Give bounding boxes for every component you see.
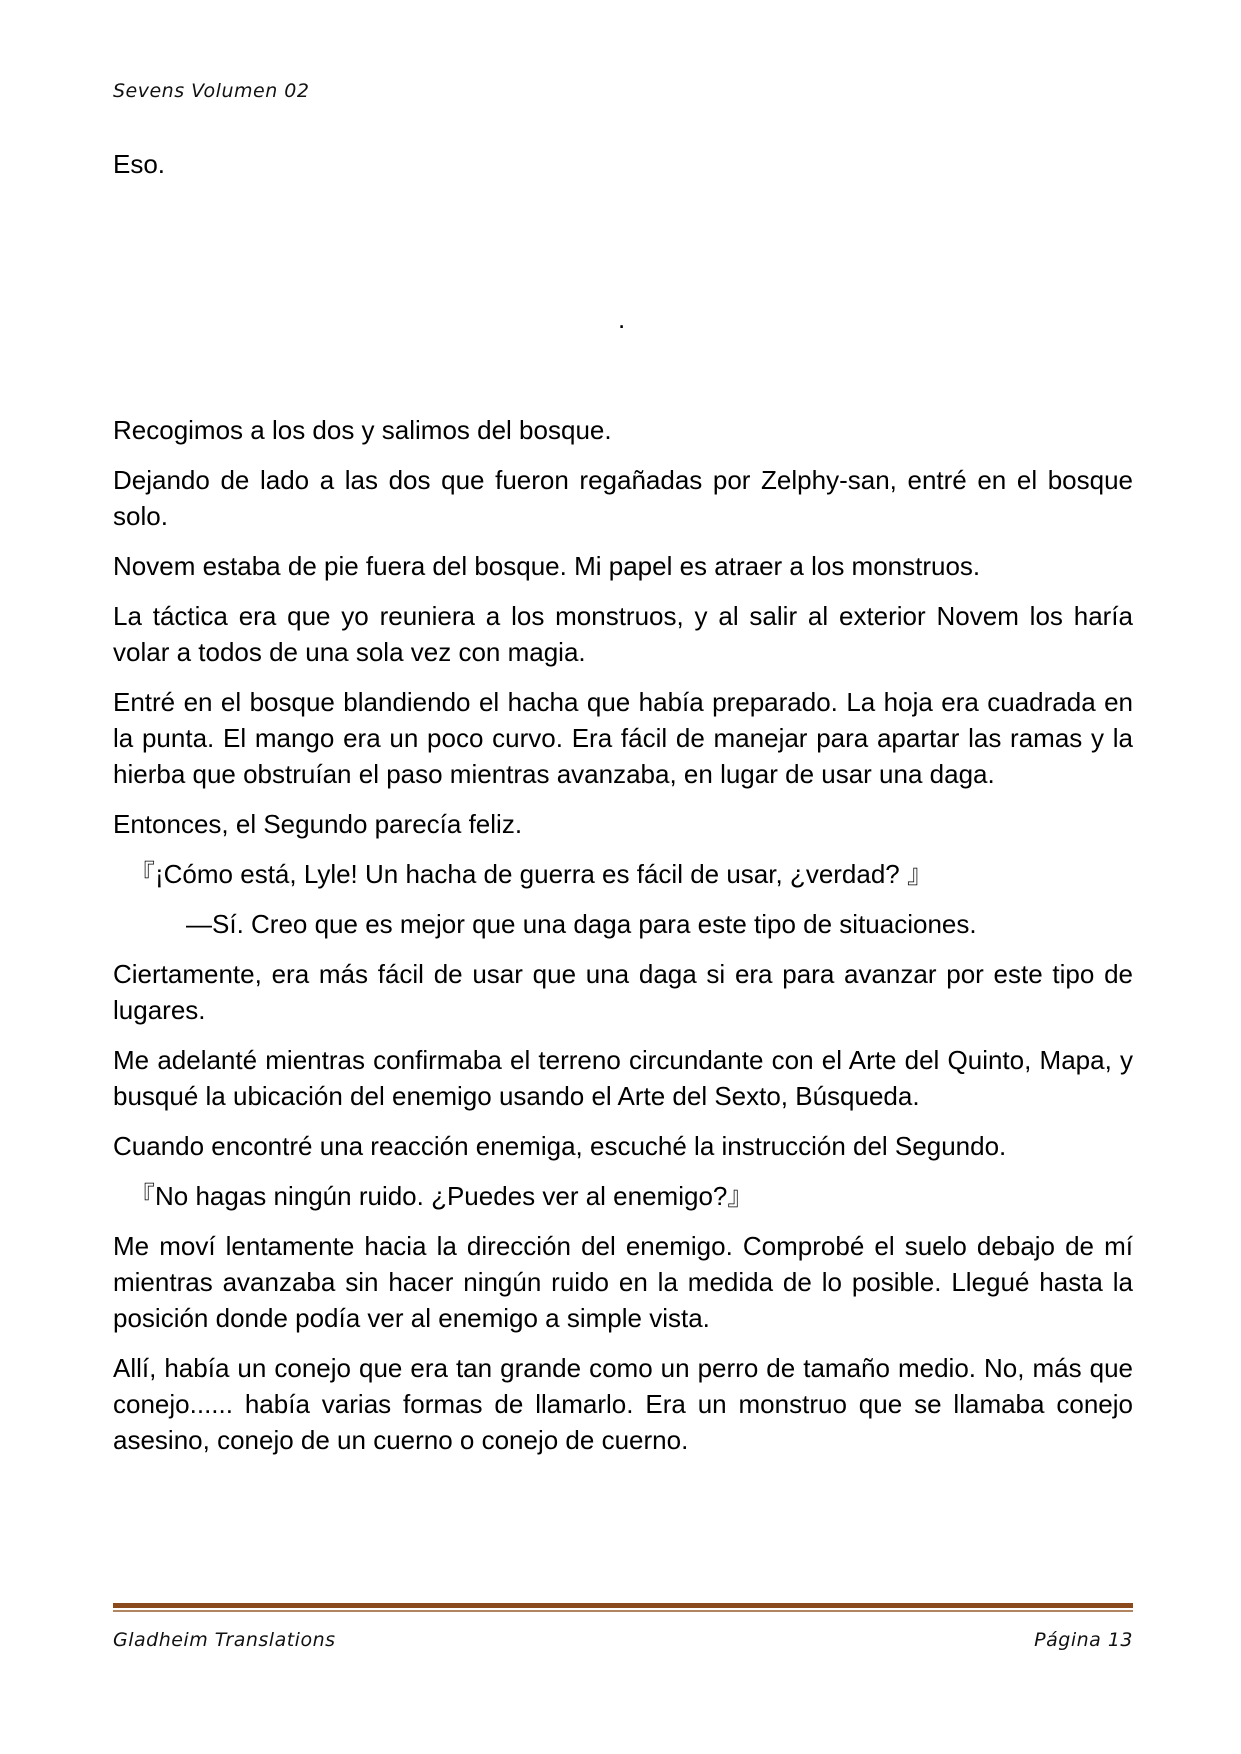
paragraph: Cuando encontré una reacción enemiga, escuché la instrucción del Segundo.	[113, 1131, 1007, 1161]
scene-break	[113, 196, 1133, 412]
running-header: Sevens Volumen 02	[113, 80, 310, 102]
dialogue-line: 『No hagas ningún ruido. ¿Puedes ver al enemigo?』	[129, 1181, 754, 1211]
page-body	[113, 146, 1133, 1472]
paragraph: Me adelanté mientras confirmaba el terreno circundante con el Arte del Quinto, Mapa, y busqué la ubicación del enemigo usando el Arte del Sexto, Búsqueda.	[113, 1045, 1133, 1111]
paragraph: Dejando de lado a las dos que fueron regañadas por Zelphy-san, entré en el bosque solo.	[113, 465, 1133, 531]
reply-line: —Sí. Creo que es mejor que una daga para este tipo de situaciones.	[186, 909, 977, 939]
scene-break-dot: .	[618, 304, 626, 334]
paragraph: Entonces, el Segundo parecía feliz.	[113, 809, 523, 839]
paragraph: Allí, había un conejo que era tan grande como un perro de tamaño medio. No, más que conejo...... había varias formas de llamarlo. Era un monstruo que se llamaba conejo asesino, conejo de un cuerno o conejo de cuerno.	[113, 1353, 1133, 1455]
paragraph: Entré en el bosque blandiendo el hacha que había preparado. La hoja era cuadrada en la punta. El mango era un poco curvo. Era fácil de manejar para apartar las ramas y la hierba que obstruían el paso mientras avanzaba, en lugar de usar una daga.	[113, 687, 1133, 789]
paragraph: Recogimos a los dos y salimos del bosque.	[113, 415, 612, 445]
dialogue-line: 『¡Cómo está, Lyle! Un hacha de guerra es fácil de usar, ¿verdad? 』	[129, 859, 933, 889]
paragraph-opening: Eso.	[113, 149, 166, 179]
paragraph: La táctica era que yo reuniera a los monstruos, y al salir al exterior Novem los haría volar a todos de una sola vez con magia.	[113, 601, 1133, 667]
footer-divider-thin	[113, 1610, 1133, 1612]
footer-divider	[113, 1603, 1133, 1612]
footer-publisher: Gladheim Translations	[113, 1629, 336, 1651]
paragraph: Ciertamente, era más fácil de usar que una daga si era para avanzar por este tipo de lugares.	[113, 959, 1133, 1025]
paragraph: Novem estaba de pie fuera del bosque. Mi papel es atraer a los monstruos.	[113, 551, 981, 581]
running-footer	[113, 1629, 1133, 1651]
paragraph: Me moví lentamente hacia la dirección del enemigo. Comprobé el suelo debajo de mí mientras avanzaba sin hacer ningún ruido en la medida de lo posible. Llegué hasta la posición donde podía ver al enemigo a simple vista.	[113, 1231, 1133, 1333]
page-number: Página 13	[1034, 1629, 1133, 1651]
footer-divider-thick	[113, 1603, 1133, 1608]
